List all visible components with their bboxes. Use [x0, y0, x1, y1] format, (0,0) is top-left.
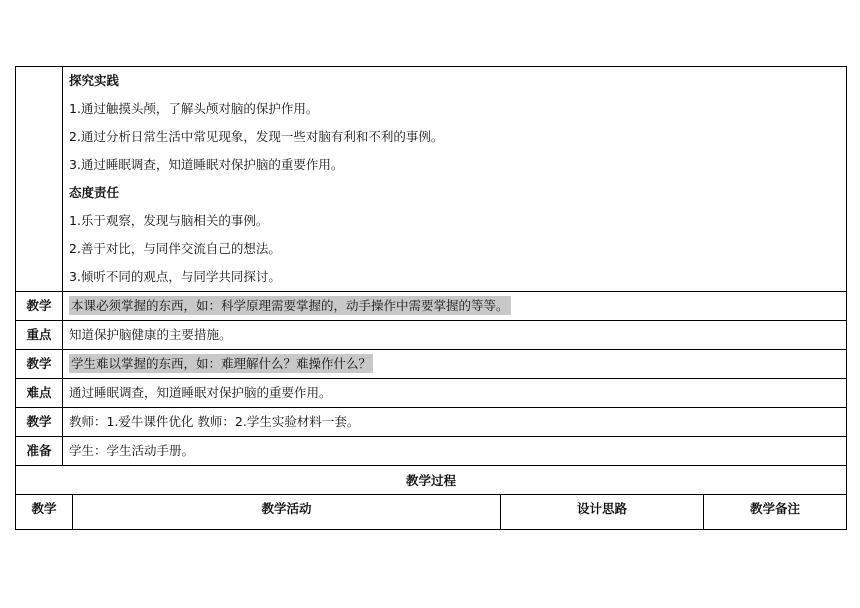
goals-label-cell	[16, 67, 63, 292]
preparation-label-2: 准备	[16, 437, 63, 466]
key-points-hint: 本课必须掌握的东西，如：科学原理需要掌握的，动手操作中需要掌握的等等。	[71, 298, 509, 313]
attitude-heading: 态度责任	[69, 185, 120, 200]
preparation-student: 学生：学生活动手册。	[63, 437, 847, 466]
key-points-row-2	[16, 321, 847, 350]
preparation-row-1	[16, 408, 847, 437]
key-points-row-1	[16, 292, 847, 321]
preparation-teacher: 教师：1.爱牛课件优化 教师：2.学生实验材料一套。	[63, 408, 847, 437]
process-col-design: 设计思路	[501, 495, 704, 530]
explore-item-2: 2.通过分析日常生活中常见现象，发现一些对脑有利和不利的事例。	[69, 129, 444, 144]
difficulties-label-1: 教学	[16, 350, 63, 379]
goals-row	[16, 67, 847, 292]
process-col-activities: 教学活动	[73, 495, 501, 530]
process-title: 教学过程	[16, 466, 847, 495]
difficulties-content: 通过睡眠调查，知道睡眠对保护脑的重要作用。	[63, 379, 847, 408]
key-points-hint-cell	[63, 292, 847, 321]
process-col-notes: 教学备注	[704, 495, 847, 530]
lesson-plan-document	[15, 66, 846, 530]
process-col-teaching: 教学	[16, 495, 73, 530]
difficulties-hint-cell	[63, 350, 847, 379]
difficulties-row-2	[16, 379, 847, 408]
preparation-label-1: 教学	[16, 408, 63, 437]
lesson-plan-table	[15, 66, 847, 466]
difficulties-label-2: 难点	[16, 379, 63, 408]
process-table	[15, 465, 847, 530]
preparation-row-2	[16, 437, 847, 466]
difficulties-row-1	[16, 350, 847, 379]
explore-item-3: 3.通过睡眠调查，知道睡眠对保护脑的重要作用。	[69, 157, 344, 172]
attitude-item-3: 3.倾听不同的观点，与同学共同探讨。	[69, 269, 281, 284]
key-points-label-1: 教学	[16, 292, 63, 321]
goals-content-cell	[63, 67, 847, 292]
difficulties-hint: 学生难以掌握的东西，如：难理解什么？难操作什么？	[71, 356, 372, 371]
key-points-label-2: 重点	[16, 321, 63, 350]
explore-heading: 探究实践	[69, 73, 120, 88]
key-points-content: 知道保护脑健康的主要措施。	[63, 321, 847, 350]
process-title-row	[16, 466, 847, 495]
explore-item-1: 1.通过触摸头颅，了解头颅对脑的保护作用。	[69, 101, 319, 116]
attitude-item-1: 1.乐于观察，发现与脑相关的事例。	[69, 213, 269, 228]
process-header-row	[16, 495, 847, 530]
attitude-item-2: 2.善于对比，与同伴交流自己的想法。	[69, 241, 281, 256]
